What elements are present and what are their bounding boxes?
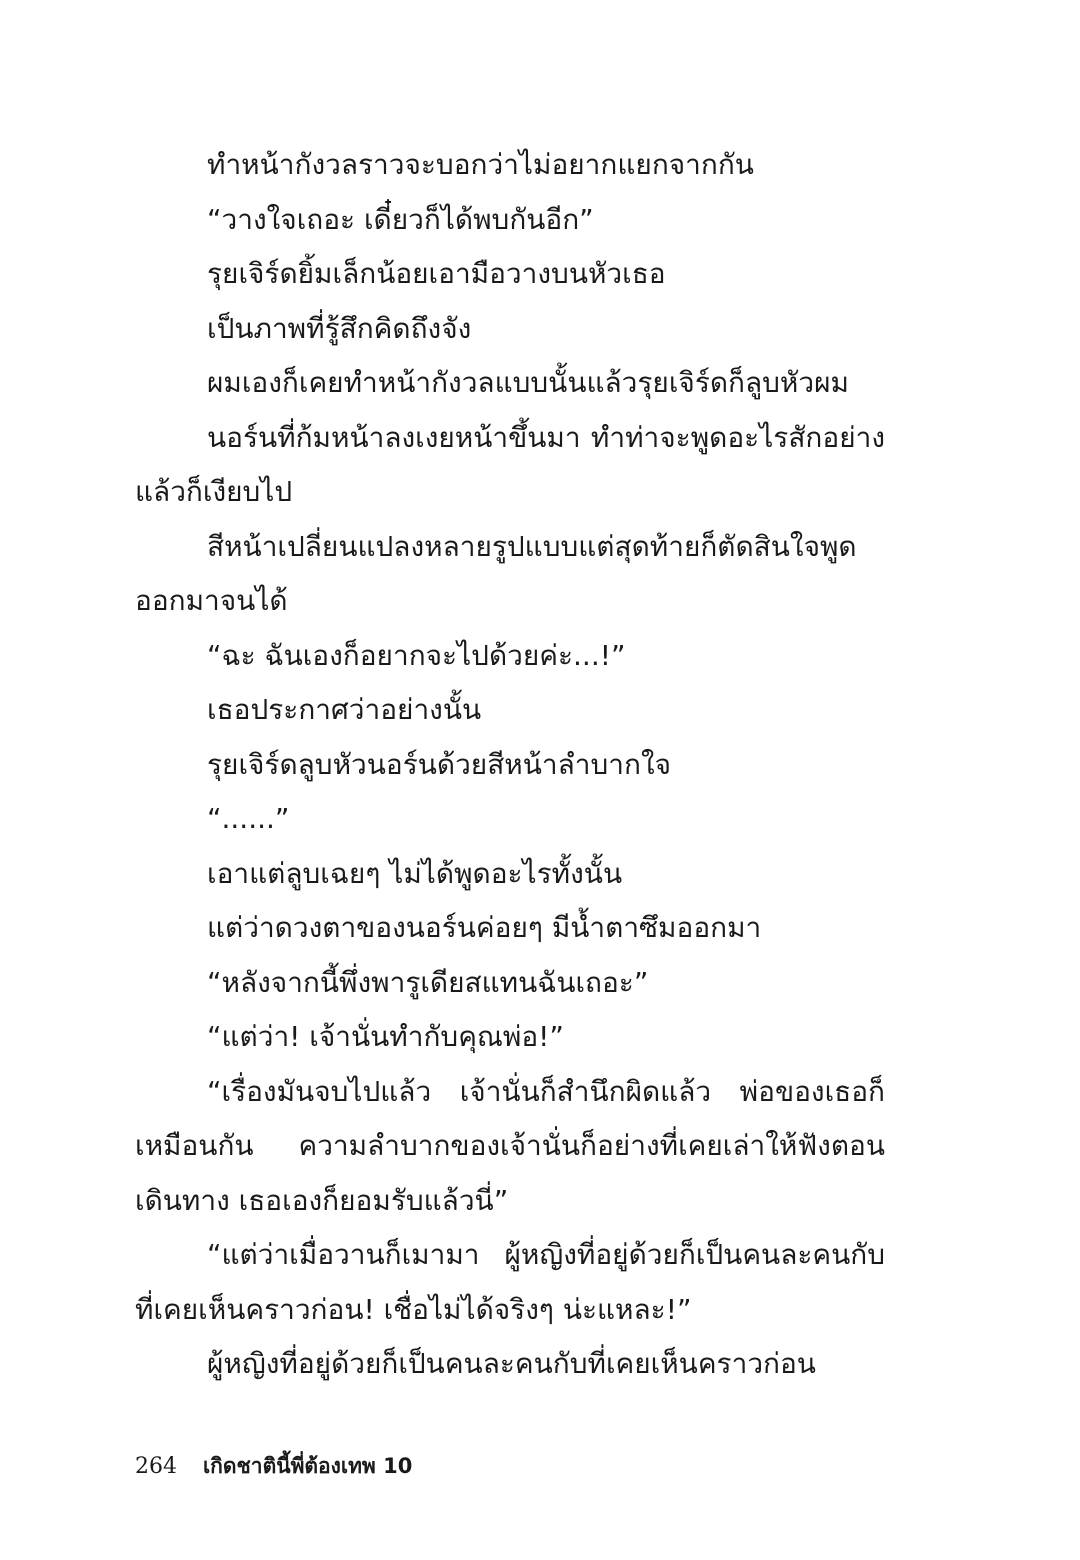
paragraph-5: ผมเองก็เคยทำหน้ากังวลแบบนั้นแล้วรุยเจิร์ดก็ลูบหัวผม — [207, 366, 849, 399]
book-title: เกิดชาตินี้พี่ต้องเทพ 10 — [203, 1454, 413, 1478]
paragraph-12: เอาแต่ลูบเฉยๆ ไม่ได้พูดอะไรทั้งนั้น — [207, 856, 623, 890]
paragraph-7: สีหน้าเปลี่ยนแปลงหลายรูปแบบแต่สุดท้ายก็ตัดสินใจพูดออกมาจนได้ — [135, 529, 857, 617]
paragraph-9: เธอประกาศว่าอย่างนั้น — [207, 693, 482, 726]
page-footer — [135, 1450, 412, 1486]
paragraph-2: “วางใจเถอะ เดี๋ยวก็ได้พบกันอีก” — [207, 202, 594, 236]
paragraph-11: “......” — [207, 802, 290, 835]
page-body-text — [135, 138, 885, 1392]
paragraph-6: นอร์นที่ก้มหน้าลงเงยหน้าขึ้นมา ทำท่าจะพูดอะไรสักอย่างแล้วก็เงียบไป — [135, 420, 885, 508]
paragraph-17: “แต่ว่าเมื่อวานก็เมามา ผู้หญิงที่อยู่ด้วยก็เป็นคนละคนกับที่เคยเห็นคราวก่อน! เชื่อไม่ได้จริงๆ น่ะแหละ!” — [135, 1238, 885, 1326]
paragraph-3: รุยเจิร์ดยิ้มเล็กน้อยเอามือวางบนหัวเธอ — [207, 257, 666, 290]
paragraph-13: แต่ว่าดวงตาของนอร์นค่อยๆ มีน้ำตาซึมออกมา — [207, 911, 762, 944]
paragraph-1: ทำหน้ากังวลราวจะบอกว่าไม่อยากแยกจากกัน — [207, 148, 754, 181]
paragraph-15: “แต่ว่า! เจ้านั่นทำกับคุณพ่อ!” — [207, 1020, 564, 1053]
paragraph-14: “หลังจากนี้พึ่งพารูเดียสแทนฉันเถอะ” — [207, 965, 649, 999]
paragraph-10: รุยเจิร์ดลูบหัวนอร์นด้วยสีหน้าลำบากใจ — [207, 747, 672, 781]
paragraph-8: “ฉะ ฉันเองก็อยากจะไปด้วยค่ะ...!” — [207, 638, 626, 672]
paragraph-16: “เรื่องมันจบไปแล้ว เจ้านั่นก็สำนึกผิดแล้ว พ่อของเธอก็เหมือนกัน ความลำบากของเจ้านั่นก็อย่างที่เคยเล่าให้ฟังตอนเดินทาง เธอเองก็ยอมรับแล้วนี่” — [135, 1074, 885, 1217]
page-number: 264 — [135, 1454, 177, 1479]
paragraph-4: เป็นภาพที่รู้สึกคิดถึงจัง — [207, 311, 472, 345]
paragraph-18: ผู้หญิงที่อยู่ด้วยก็เป็นคนละคนกับที่เคยเห็นคราวก่อน — [207, 1347, 816, 1380]
